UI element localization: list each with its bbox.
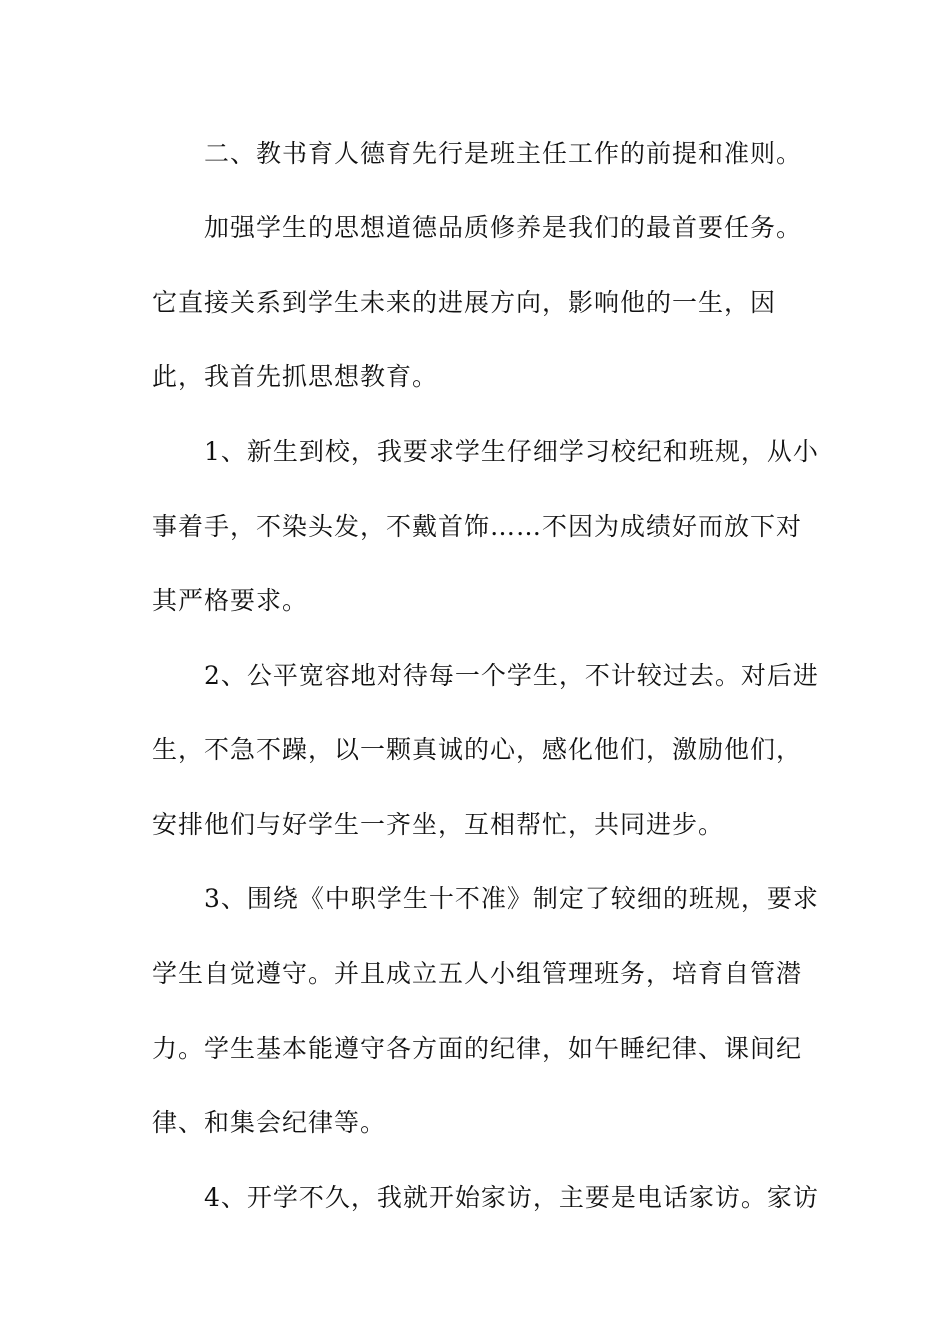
text-line: 事着手，不染头发，不戴首饰……不因为成绩好而放下对: [152, 512, 803, 541]
text-line: 此，我首先抓思想教育。: [152, 362, 439, 391]
text-line: 其严格要求。: [152, 586, 309, 615]
text-line: 1、新生到校，我要求学生仔细学习校纪和班规，从小: [204, 437, 819, 466]
text-line: 律、和集会纪律等。: [152, 1108, 387, 1137]
text-line: 生，不急不躁，以一颗真诚的心，感化他们，激励他们，: [152, 735, 803, 764]
text-line: 2、公平宽容地对待每一个学生，不计较过去。对后进: [204, 661, 819, 690]
section-heading: 二、教书育人德育先行是班主任工作的前提和准则。: [204, 139, 803, 168]
text-line: 3、围绕《中职学生十不准》制定了较细的班规，要求: [204, 884, 819, 913]
text-line: 安排他们与好学生一齐坐，互相帮忙，共同进步。: [152, 810, 725, 839]
text-line: 4、开学不久，我就开始家访，主要是电话家访。家访: [204, 1183, 819, 1212]
text-line: 它直接关系到学生未来的进展方向，影响他的一生，因: [152, 288, 777, 317]
text-line: 加强学生的思想道德品质修养是我们的最首要任务。: [204, 213, 803, 242]
text-line: 力。学生基本能遵守各方面的纪律，如午睡纪律、课间纪: [152, 1034, 803, 1063]
text-line: 学生自觉遵守。并且成立五人小组管理班务，培育自管潜: [152, 959, 803, 988]
